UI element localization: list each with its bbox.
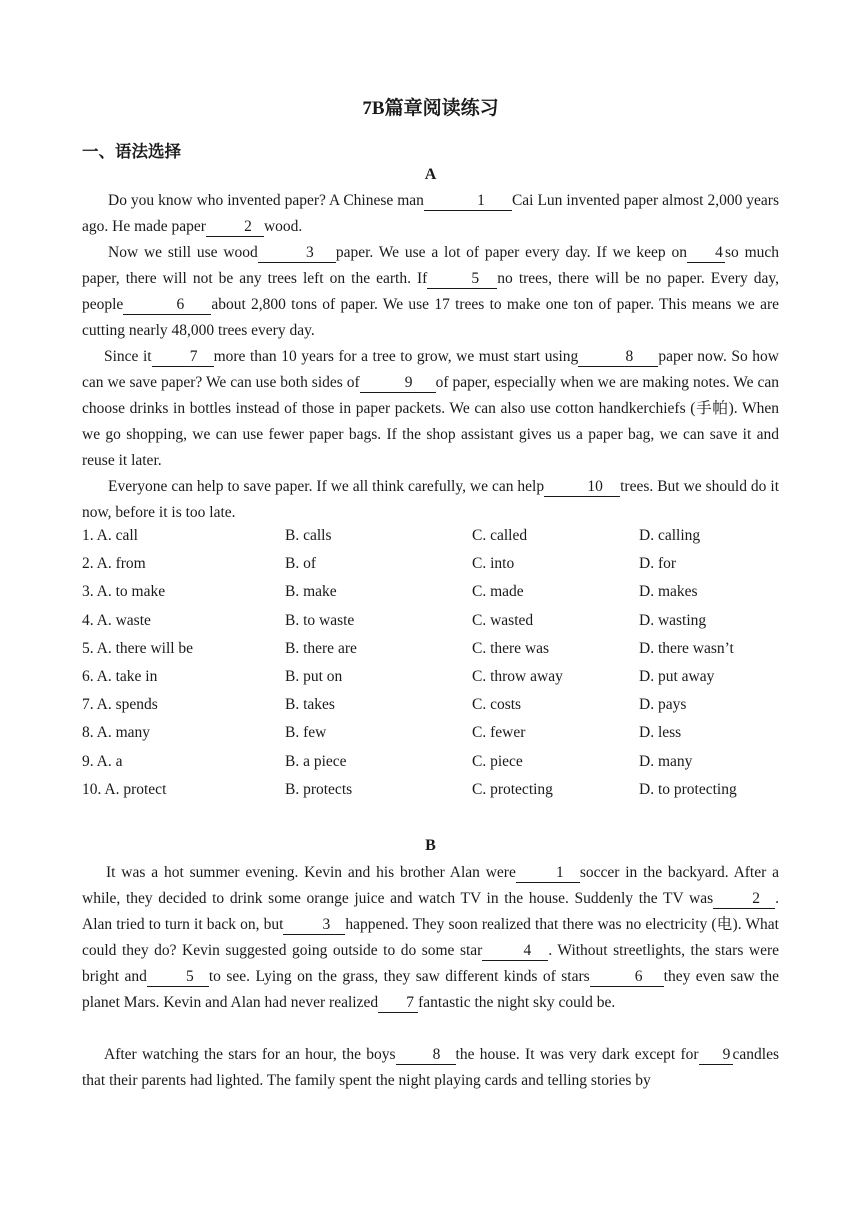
blank-a8[interactable]: 8: [578, 348, 658, 367]
blank-a10[interactable]: 10: [544, 478, 620, 497]
blank-a5[interactable]: 5: [427, 270, 497, 289]
option-b[interactable]: B. calls: [285, 527, 332, 544]
option-row-1: [82, 527, 779, 555]
blank-a4[interactable]: 4: [687, 244, 725, 263]
option-a[interactable]: 6. A. take in: [82, 667, 158, 685]
blank-b5[interactable]: 5: [147, 968, 209, 987]
option-c[interactable]: C. wasted: [472, 611, 534, 629]
option-b[interactable]: B. to waste: [285, 611, 355, 629]
option-a[interactable]: 3. A. to make: [82, 583, 166, 601]
passage-b-paragraph-1: It was a hot summer evening. Kevin and his brother Alan were 1 soccer in the backyard. After a while, they decided to drink some orange juice and watch TV in the house. Suddenly the TV was 2 . Alan tried to turn it back on, but 3 happened. They soon realized that there was no electricity (电). What could they do? Kevin suggested going outside to do some star 4 . Without streetlights, the stars were bright and 5 to see. Lying on the grass, they saw different kinds of stars 6 they even saw the planet Mars. Kevin and Alan had never realized 7 fantastic the night sky could be.: [82, 864, 779, 1011]
blank-b3[interactable]: 3: [283, 916, 345, 935]
option-d[interactable]: D. to protecting: [639, 780, 737, 798]
option-c[interactable]: C. costs: [472, 696, 522, 714]
passage-b-paragraph-2: After watching the stars for an hour, the boys 8 the house. It was very dark except for 9 candles that their parents had lighted. The family spent the night playing cards and telling stories by: [82, 1046, 780, 1089]
option-d[interactable]: D. makes: [639, 583, 698, 601]
page-title: 7B篇章阅读练习: [362, 98, 499, 119]
option-a[interactable]: 8. A. many: [82, 724, 151, 742]
blank-b9[interactable]: 9: [699, 1046, 733, 1065]
option-c[interactable]: C. there was: [472, 639, 550, 657]
option-b[interactable]: B. there are: [285, 639, 357, 657]
option-d[interactable]: D. for: [639, 555, 677, 573]
section-heading: 一、语法选择: [82, 142, 181, 161]
option-row-5: [82, 640, 779, 668]
option-b[interactable]: B. make: [285, 583, 337, 601]
option-a[interactable]: 10. A. protect: [82, 780, 167, 798]
option-d[interactable]: D. pays: [639, 696, 687, 714]
blank-a7[interactable]: 7: [152, 348, 214, 367]
option-a[interactable]: 1. A. call: [82, 527, 138, 544]
option-b[interactable]: B. a piece: [285, 752, 347, 770]
option-d[interactable]: D. calling: [639, 527, 701, 544]
option-b[interactable]: B. takes: [285, 696, 335, 714]
option-row-6: [82, 668, 779, 696]
option-a[interactable]: 9. A. a: [82, 752, 123, 770]
option-b[interactable]: B. few: [285, 724, 327, 742]
option-b[interactable]: B. of: [285, 555, 316, 573]
option-a[interactable]: 5. A. there will be: [82, 639, 194, 657]
option-d[interactable]: D. put away: [639, 667, 715, 685]
answer-options: [82, 527, 779, 809]
option-row-8: [82, 724, 779, 752]
blank-b2[interactable]: 2: [713, 890, 775, 909]
option-c[interactable]: C. into: [472, 555, 515, 573]
blank-b4[interactable]: 4: [482, 942, 548, 961]
option-row-10: [82, 781, 779, 809]
option-d[interactable]: D. less: [639, 724, 682, 742]
blank-a2[interactable]: 2: [206, 218, 264, 237]
option-c[interactable]: C. throw away: [472, 667, 563, 685]
option-c[interactable]: C. made: [472, 583, 524, 601]
option-c[interactable]: C. piece: [472, 752, 523, 770]
blank-a9[interactable]: 9: [360, 374, 436, 393]
passage-a-paragraph-4: Everyone can help to save paper. If we all think carefully, we can help 10 trees. But we should do it now, before it is too late.: [82, 478, 779, 521]
option-c[interactable]: C. protecting: [472, 780, 553, 798]
passage-a-label: A: [424, 166, 437, 183]
option-d[interactable]: D. wasting: [639, 611, 707, 629]
option-row-4: [82, 612, 779, 640]
blank-b1[interactable]: 1: [516, 864, 580, 883]
passage-b-label: B: [425, 837, 436, 854]
blank-a3[interactable]: 3: [258, 244, 336, 263]
blank-b7[interactable]: 7: [378, 994, 418, 1013]
passage-a-paragraph-1: Do you know who invented paper? A Chinese man 1 Cai Lun invented paper almost 2,000 years ago. He made paper 2 wood.: [82, 192, 779, 235]
passage-a-paragraph-3: Since it 7 more than 10 years for a tree to grow, we must start using 8 paper now. So how can we save paper? We can use both sides of 9 of paper, especially when we are making notes. We can choose drinks in bottles instead of those in paper packets. We can also use cotton handkerchiefs (手帕). When we go shopping, we can use fewer paper bags. If the shop assistant gives us a paper bag, we can save it and reuse it later.: [82, 348, 779, 469]
option-b[interactable]: B. protects: [285, 780, 353, 798]
option-a[interactable]: 2. A. from: [82, 555, 146, 573]
option-row-7: [82, 696, 779, 724]
option-row-2: [82, 555, 779, 583]
blank-b8[interactable]: 8: [396, 1046, 456, 1065]
option-a[interactable]: 7. A. spends: [82, 696, 158, 714]
passage-a-paragraph-2: Now we still use wood 3 paper. We use a lot of paper every day. If we keep on 4 so much paper, there will not be any trees left on the earth. If 5 no trees, there will be no paper. Every day, people 6 about 2,800 tons of paper. We use 17 trees to make one ton of paper. This means we are cutting nearly 48,000 trees every day.: [82, 244, 780, 339]
blank-a1[interactable]: 1: [424, 192, 512, 211]
option-a[interactable]: 4. A. waste: [82, 611, 151, 629]
blank-a6[interactable]: 6: [123, 296, 211, 315]
option-row-3: [82, 583, 779, 611]
option-d[interactable]: D. many: [639, 752, 693, 770]
option-row-9: [82, 753, 779, 781]
option-c[interactable]: C. called: [472, 527, 528, 544]
option-c[interactable]: C. fewer: [472, 724, 526, 742]
option-d[interactable]: D. there wasn’t: [639, 639, 734, 657]
blank-b6[interactable]: 6: [590, 968, 664, 987]
option-b[interactable]: B. put on: [285, 667, 343, 685]
